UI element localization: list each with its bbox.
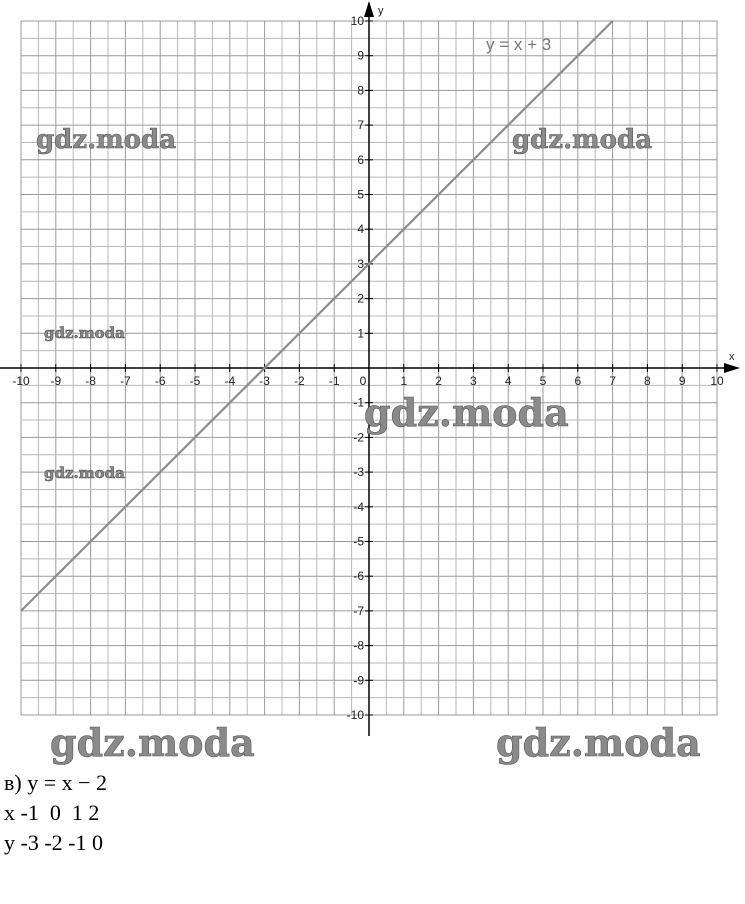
x-tick-label: -7 bbox=[120, 374, 131, 388]
x-tick-label: -3 bbox=[259, 374, 270, 388]
notes-equation: в) y = x − 2 bbox=[4, 770, 108, 795]
y-tick-label: 4 bbox=[357, 222, 364, 237]
x-tick-label: -2 bbox=[294, 374, 305, 388]
axes bbox=[0, 1, 740, 736]
x-tick-label: 7 bbox=[609, 374, 616, 388]
notes-y-row: y -3 -2 -1 0 bbox=[4, 830, 103, 855]
x-tick-label: -1 bbox=[328, 374, 340, 388]
y-tick-label: 2 bbox=[357, 291, 364, 306]
x-axis-label: x bbox=[729, 351, 735, 363]
x-tick-label: -6 bbox=[154, 374, 166, 388]
y-tick-label: -2 bbox=[353, 430, 364, 445]
watermark: gdz.moda bbox=[364, 390, 569, 435]
y-tick-label: 10 bbox=[350, 14, 364, 28]
series-label: y = x + 3 bbox=[486, 35, 552, 54]
watermark: gdz.moda bbox=[512, 125, 653, 155]
y-tick-label: 5 bbox=[357, 187, 364, 202]
notes-x-row: x -1 0 1 2 bbox=[4, 800, 100, 825]
x-tick-label: 1 bbox=[400, 374, 408, 388]
x-tick-label: 9 bbox=[678, 374, 686, 388]
x-tick-label: -9 bbox=[50, 374, 62, 388]
y-tick-label: -5 bbox=[353, 534, 364, 549]
y-tick-label: -4 bbox=[353, 499, 364, 514]
x-tick-label: -5 bbox=[189, 374, 201, 388]
solution-notes bbox=[4, 768, 107, 858]
y-axis-arrow bbox=[364, 1, 374, 17]
y-tick-label: 8 bbox=[357, 83, 364, 98]
watermark: gdz.moda bbox=[50, 720, 255, 765]
x-tick-label: 6 bbox=[574, 374, 582, 388]
y-tick-label: -6 bbox=[353, 569, 364, 584]
y-tick-label: 1 bbox=[357, 326, 364, 341]
x-tick-label: -4 bbox=[224, 374, 236, 388]
y-tick-label: -10 bbox=[346, 708, 364, 722]
x-tick-label: 5 bbox=[539, 374, 547, 388]
y-tick-label: -9 bbox=[353, 673, 364, 688]
x-tick-label: 2 bbox=[435, 374, 442, 388]
watermark: gdz.moda bbox=[44, 464, 125, 482]
y-tick-label: -8 bbox=[353, 638, 364, 653]
y-axis-label: y bbox=[378, 5, 384, 17]
watermark: gdz.moda bbox=[36, 125, 177, 155]
y-tick-label: 3 bbox=[357, 256, 364, 271]
x-tick-label: 10 bbox=[710, 374, 724, 388]
y-tick-label: 6 bbox=[357, 152, 364, 167]
y-tick-label: 7 bbox=[357, 118, 364, 133]
y-tick-label: -7 bbox=[353, 603, 364, 618]
x-tick-label: 0 bbox=[359, 374, 367, 388]
x-tick-label: -10 bbox=[12, 374, 30, 388]
x-axis-arrow bbox=[724, 363, 740, 373]
y-tick-label: -1 bbox=[353, 395, 364, 410]
watermark: gdz.moda bbox=[496, 720, 701, 765]
x-tick-label: -8 bbox=[85, 374, 96, 388]
watermark: gdz.moda bbox=[44, 324, 125, 342]
x-tick-label: 4 bbox=[504, 374, 512, 388]
y-tick-label: 9 bbox=[357, 48, 364, 63]
x-tick-label: 3 bbox=[470, 374, 477, 388]
x-tick-label: 8 bbox=[644, 374, 651, 388]
y-tick-label: -3 bbox=[353, 465, 364, 480]
